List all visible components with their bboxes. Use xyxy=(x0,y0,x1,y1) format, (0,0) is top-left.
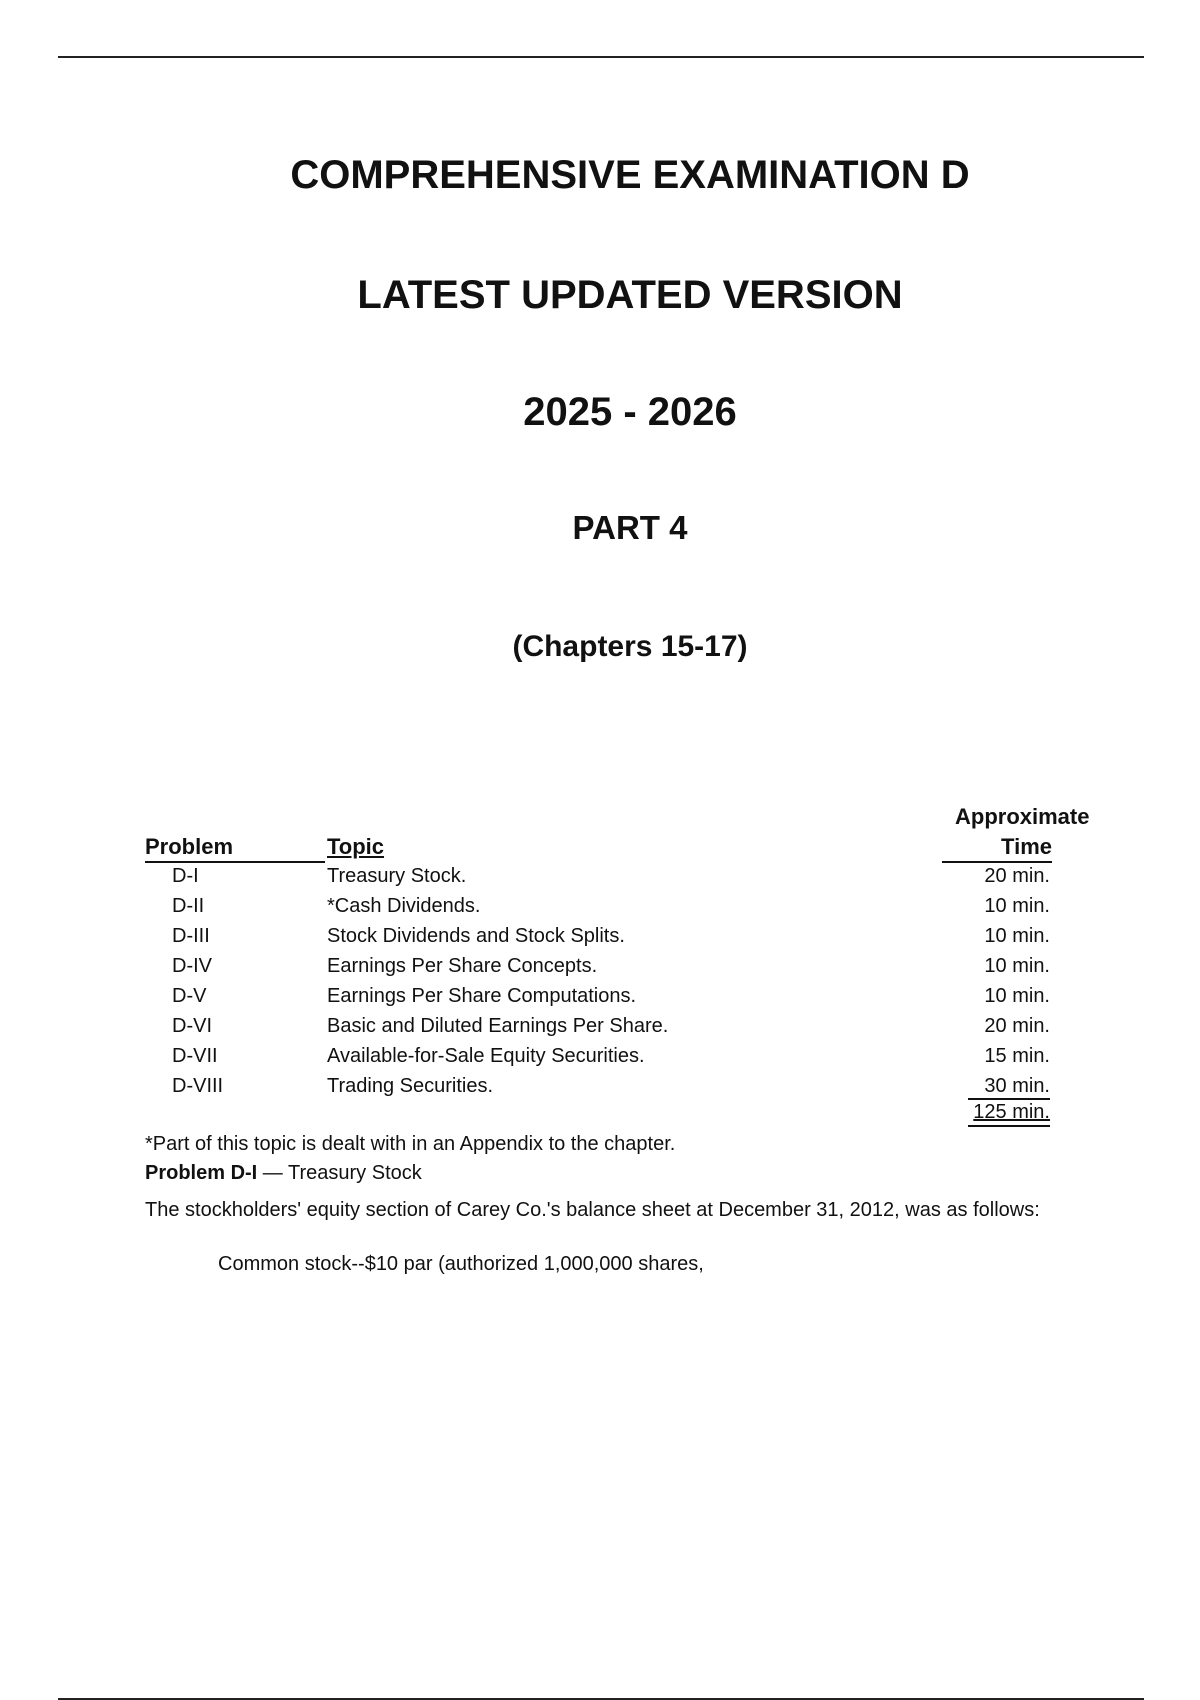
problem-topic: *Cash Dividends. xyxy=(327,895,481,917)
table-row xyxy=(0,865,1200,895)
academic-years: 2025 - 2026 xyxy=(523,390,737,434)
problem-time: 10 min. xyxy=(984,955,1050,977)
top-rule xyxy=(58,56,1144,58)
problem-id: D-III xyxy=(172,925,210,947)
problem-paragraph: The stockholders' equity section of Carey Co.'s balance sheet at December 31, 2012, was as follows: xyxy=(145,1199,1040,1221)
table-row xyxy=(0,1045,1200,1075)
table-row xyxy=(0,985,1200,1015)
table-row xyxy=(0,955,1200,985)
problem-time: 10 min. xyxy=(984,925,1050,947)
problem-topic: Earnings Per Share Concepts. xyxy=(327,955,598,977)
table-row xyxy=(0,895,1200,925)
problem-id: D-II xyxy=(172,895,205,917)
problem-topic: Stock Dividends and Stock Splits. xyxy=(327,925,625,947)
problem-topic: Treasury Stock. xyxy=(327,865,467,887)
footnote: *Part of this topic is dealt with in an Appendix to the chapter. xyxy=(145,1133,676,1155)
exam-title: COMPREHENSIVE EXAMINATION D xyxy=(290,153,970,197)
total-time: 125 min. xyxy=(968,1101,1050,1127)
problem-heading xyxy=(145,1162,422,1185)
column-header-time-line1: Approximate xyxy=(955,804,1090,829)
problem-time: 20 min. xyxy=(984,865,1050,887)
problem-time: 15 min. xyxy=(984,1045,1050,1067)
problem-label: Problem D-I xyxy=(145,1162,258,1184)
problem-time: 10 min. xyxy=(984,985,1050,1007)
problem-title: — Treasury Stock xyxy=(257,1162,422,1184)
problem-id: D-VIII xyxy=(172,1075,224,1097)
chapters-range: (Chapters 15-17) xyxy=(512,630,748,663)
problem-id: D-VI xyxy=(172,1015,212,1037)
problem-time: 30 min. xyxy=(968,1075,1050,1100)
problem-id: D-VII xyxy=(172,1045,218,1067)
problem-id: D-I xyxy=(172,865,199,887)
column-header-time-line2: Time xyxy=(942,834,1052,863)
column-header-problem: Problem xyxy=(145,834,325,863)
equity-line: Common stock--$10 par (authorized 1,000,000 shares, xyxy=(218,1253,704,1275)
problem-time: 20 min. xyxy=(984,1015,1050,1037)
part-number: PART 4 xyxy=(572,509,688,546)
problem-topic: Trading Securities. xyxy=(327,1075,493,1097)
column-header-topic: Topic xyxy=(327,834,385,859)
problem-topic: Earnings Per Share Computations. xyxy=(327,985,637,1007)
table-row xyxy=(0,925,1200,955)
problem-topic: Basic and Diluted Earnings Per Share. xyxy=(327,1015,669,1037)
version-subtitle: LATEST UPDATED VERSION xyxy=(357,273,903,317)
problem-id: D-IV xyxy=(172,955,212,977)
problem-id: D-V xyxy=(172,985,207,1007)
problem-topic: Available-for-Sale Equity Securities. xyxy=(327,1045,645,1067)
problem-time: 10 min. xyxy=(984,895,1050,917)
table-row xyxy=(0,1015,1200,1045)
